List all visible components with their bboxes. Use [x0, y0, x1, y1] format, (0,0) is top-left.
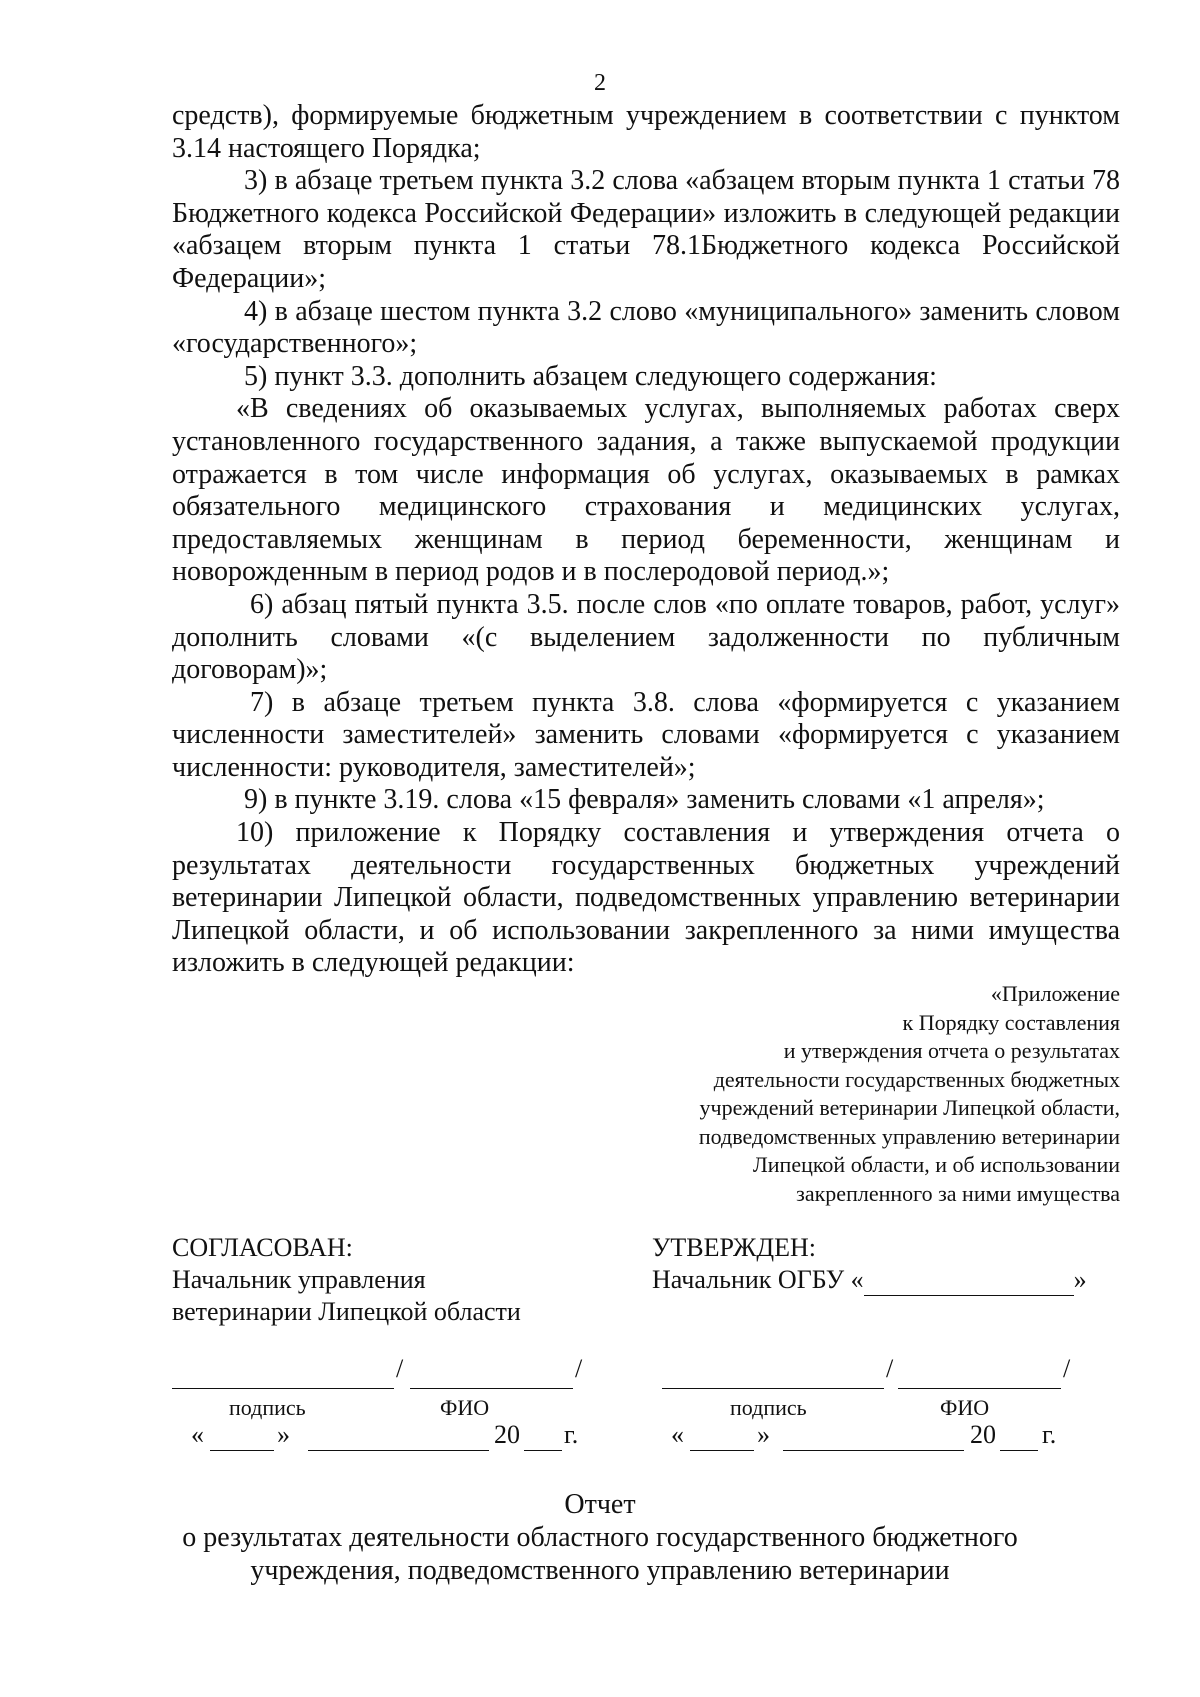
paragraph: 10) приложение к Порядку составления и утверждения отчета о результатах деятельности государственных бюджетных учреждений ветеринарии Липецкой области, подведомственных управлению ветеринарии Липецкой области, и об использовании закрепленного за ними имущества изложить в следующей редакции:: [172, 817, 1120, 979]
approved-line: [652, 1264, 1087, 1296]
quote-close: »: [277, 1420, 290, 1449]
paragraph: 9) в пункте 3.19. слова «15 февраля» заменить словами «1 апреля»;: [244, 784, 1045, 816]
quoted-paragraph: «В сведениях об оказываемых услугах, выполняемых работах сверх установленного государственного задания, а также выпускаемой продукции отражается в том числе информация об услугах, оказываемых в рамках обязательного медицинского страхования и медицинских услугах, предоставляемых женщинам в период беременности, женщинам и новорожденным в период родов и в послеродовой период.»;: [172, 393, 1120, 588]
year-prefix: 20: [970, 1420, 996, 1449]
document-body: [172, 100, 1120, 980]
agreed-block: [172, 1232, 521, 1328]
paragraph: 5) пункт 3.3. дополнить абзацем следующего содержания:: [244, 360, 937, 392]
slash: /: [886, 1354, 894, 1383]
annex-header: [600, 980, 1120, 1208]
quote-close: »: [757, 1420, 770, 1449]
agreed-line: ветеринарии Липецкой области: [172, 1297, 521, 1326]
year-line[interactable]: [524, 1450, 562, 1451]
signature-line[interactable]: [662, 1388, 884, 1389]
agreed-line: Начальник управления: [172, 1265, 426, 1294]
year-suffix: г.: [1042, 1420, 1057, 1449]
annex-line: Липецкой области, и об использовании: [752, 1152, 1120, 1177]
paragraph: средств), формируемые бюджетным учреждением в соответствии с пунктом 3.14 настоящего Порядка;: [172, 100, 1120, 164]
quote-open: «: [191, 1420, 204, 1449]
fio-label: ФИО: [440, 1395, 490, 1420]
approved-prefix: Начальник ОГБУ «: [652, 1265, 864, 1294]
paragraph: 4) в абзаце шестом пункта 3.2 слово «муниципального» заменить словом «государственного»;: [172, 295, 1120, 360]
paragraph: 7) в абзаце третьем пункта 3.8. слова «формируется с указанием численности заместителей» заменить словами «формируется с указанием численности: руководителя, заместителей»;: [172, 686, 1120, 783]
signature-line[interactable]: [172, 1388, 394, 1389]
report-title-line: Отчет: [564, 1489, 636, 1520]
annex-line: и утверждения отчета о результатах: [783, 1038, 1120, 1063]
slash: /: [1063, 1354, 1071, 1383]
annex-line: деятельности государственных бюджетных: [713, 1066, 1120, 1092]
paragraph: 3) в абзаце третьем пункта 3.2 слова «абзацем вторым пункта 1 статьи 78 Бюджетного кодекса Российской Федерации» изложить в следующей редакции «абзацем вторым пункта 1 статьи 78.1Бюджетного кодекса Российской Федерации»;: [172, 165, 1120, 294]
slash: /: [575, 1354, 583, 1383]
annex-line: закрепленного за ними имущества: [796, 1180, 1120, 1206]
report-title-line: о результатах деятельности областного государственного бюджетного: [182, 1522, 1018, 1553]
report-title-line: учреждения, подведомственного управлению ветеринарии: [250, 1555, 950, 1586]
paragraph: 6) абзац пятый пункта 3.5. после слов «по оплате товаров, работ, услуг» дополнить словами «(с выделением задолженности по публичным договорам)»;: [172, 588, 1120, 686]
year-suffix: г.: [564, 1420, 579, 1449]
year-line[interactable]: [1000, 1450, 1038, 1451]
approved-suffix: »: [1073, 1265, 1087, 1294]
slash: /: [396, 1354, 404, 1383]
agreed-heading: СОГЛАСОВАН:: [172, 1233, 353, 1262]
year-prefix: 20: [494, 1420, 520, 1449]
day-line[interactable]: [690, 1450, 754, 1451]
annex-line: «Приложение: [990, 981, 1120, 1006]
fio-line[interactable]: [898, 1388, 1061, 1389]
annex-line: к Порядку составления: [902, 1009, 1120, 1035]
podpis-label: подпись: [229, 1395, 306, 1420]
day-line[interactable]: [210, 1450, 274, 1451]
fio-line[interactable]: [410, 1388, 573, 1389]
fio-label: ФИО: [940, 1395, 990, 1420]
quote-open: «: [671, 1420, 684, 1449]
approved-heading: УТВЕРЖДЕН:: [652, 1233, 816, 1262]
month-line[interactable]: [783, 1450, 964, 1451]
month-line[interactable]: [308, 1450, 489, 1451]
podpis-label: подпись: [730, 1395, 807, 1420]
annex-line: учреждений ветеринарии Липецкой области,: [699, 1095, 1120, 1120]
annex-line: подведомственных управлению ветеринарии: [698, 1123, 1120, 1149]
approved-block: [652, 1232, 1087, 1296]
institution-blank[interactable]: [864, 1266, 1074, 1296]
report-title: [0, 1488, 1200, 1587]
page-number: 2: [594, 70, 606, 96]
